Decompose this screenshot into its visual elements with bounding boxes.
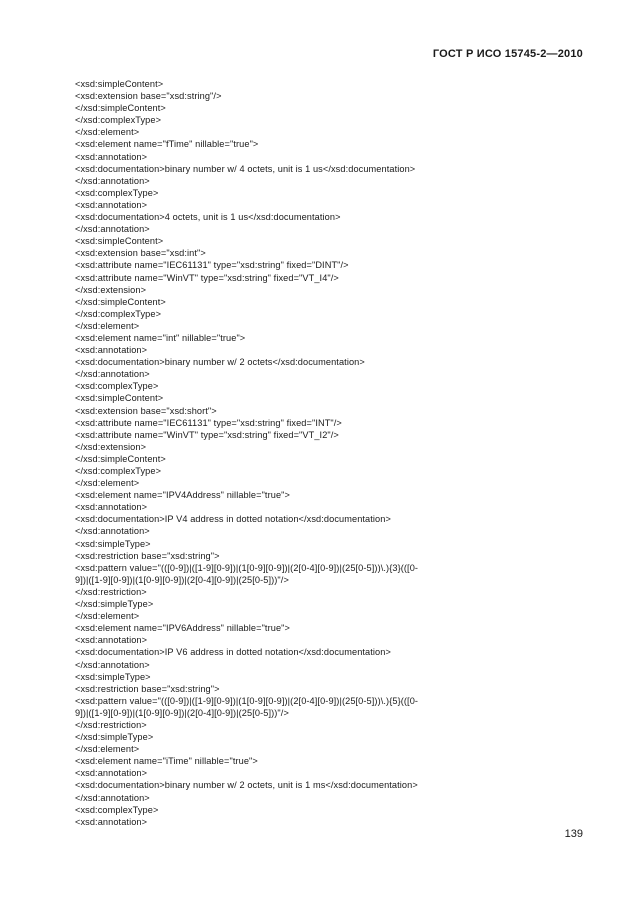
code-line: <xsd:simpleContent> — [75, 236, 164, 247]
code-line: </xsd:annotation> — [75, 175, 150, 186]
code-line: <xsd:documentation>IP V6 address in dotted notation</xsd:documentation> — [75, 647, 391, 658]
code-line: <xsd:documentation>IP V4 address in dotted notation</xsd:documentation> — [75, 514, 391, 525]
code-line: </xsd:complexType> — [75, 115, 162, 126]
code-line: </xsd:annotation> — [75, 526, 150, 537]
code-line: <xsd:simpleType> — [75, 671, 151, 682]
code-line: <xsd:documentation>binary number w/ 2 octets</xsd:documentation> — [75, 357, 365, 368]
code-line: <xsd:documentation>binary number w/ 2 octets, unit is 1 ms</xsd:documentation> — [75, 780, 418, 791]
code-line: <xsd:attribute name="WinVT" type="xsd:string" fixed="VT_I2"/> — [75, 429, 339, 440]
code-line: <xsd:annotation> — [75, 199, 148, 210]
code-line: </xsd:annotation> — [75, 659, 150, 670]
code-line: <xsd:element name="int" nillable="true"> — [75, 332, 246, 343]
code-line: <xsd:documentation>binary number w/ 4 octets, unit is 1 us</xsd:documentation> — [75, 163, 416, 174]
code-line: </xsd:complexType> — [75, 308, 162, 319]
code-line: </xsd:simpleContent> — [75, 453, 166, 464]
code-line: <xsd:restriction base="xsd:string"> — [75, 683, 220, 694]
code-line: <xsd:element name="IPV4Address" nillable="true"> — [75, 490, 290, 501]
code-line: <xsd:extension base="xsd:int"> — [75, 248, 206, 259]
code-line: <xsd:complexType> — [75, 804, 159, 815]
code-line: <xsd:annotation> — [75, 502, 148, 513]
code-line: </xsd:annotation> — [75, 369, 150, 380]
code-line: </xsd:simpleType> — [75, 599, 154, 610]
code-line: <xsd:annotation> — [75, 345, 148, 356]
code-line: <xsd:complexType> — [75, 187, 159, 198]
code-line: </xsd:extension> — [75, 441, 147, 452]
code-line: <xsd:simpleType> — [75, 538, 151, 549]
code-line: </xsd:simpleType> — [75, 732, 154, 743]
code-line: <xsd:annotation> — [75, 635, 148, 646]
code-line: 9])|([1-9][0-9])|(1[0-9][0-9])|(2[0-4][0-9])|(25[0-5]))"/> — [75, 707, 289, 718]
code-line: <xsd:element name="iTime" nillable="true"> — [75, 756, 258, 767]
code-line: </xsd:element> — [75, 127, 140, 138]
code-line: </xsd:element> — [75, 320, 140, 331]
code-line: <xsd:simpleContent> — [75, 79, 164, 89]
code-line: </xsd:restriction> — [75, 586, 147, 597]
code-line: <xsd:element name="IPV6Address" nillable="true"> — [75, 623, 290, 634]
code-line: </xsd:annotation> — [75, 792, 150, 803]
code-line: </xsd:restriction> — [75, 719, 147, 730]
code-line: <xsd:extension base="xsd:short"> — [75, 405, 217, 416]
code-line: 9])|([1-9][0-9])|(1[0-9][0-9])|(2[0-4][0-9])|(25[0-5]))"/> — [75, 574, 289, 585]
code-line: <xsd:restriction base="xsd:string"> — [75, 550, 220, 561]
page-number: 139 — [564, 828, 583, 840]
code-line: <xsd:annotation> — [75, 151, 148, 162]
code-line: </xsd:simpleContent> — [75, 103, 166, 114]
code-line: <xsd:annotation> — [75, 768, 148, 779]
document-standard-header: ГОСТ Р ИСО 15745-2—2010 — [432, 48, 583, 60]
code-line: </xsd:element> — [75, 744, 140, 755]
code-line: <xsd:attribute name="IEC61131" type="xsd:string" fixed="DINT"/> — [75, 260, 349, 271]
code-line: <xsd:element name="fTime" nillable="true"> — [75, 139, 259, 150]
code-line: <xsd:pattern value="(([0-9])|([1-9][0-9])|(1[0-9][0-9])|(2[0-4][0-9])|(25[0-5]))\.){5}(([0- — [75, 695, 419, 706]
code-line: </xsd:element> — [75, 478, 140, 489]
code-line: <xsd:documentation>4 octets, unit is 1 us</xsd:documentation> — [75, 212, 341, 223]
code-line: <xsd:annotation> — [75, 816, 148, 827]
code-line: </xsd:complexType> — [75, 466, 162, 476]
code-line: <xsd:attribute name="WinVT" type="xsd:string" fixed="VT_I4"/> — [75, 272, 339, 283]
code-line: </xsd:element> — [75, 611, 140, 622]
code-line: <xsd:pattern value="(([0-9])|([1-9][0-9])|(1[0-9][0-9])|(2[0-4][0-9])|(25[0-5]))\.){3}(([0- — [75, 562, 419, 573]
code-line: </xsd:annotation> — [75, 224, 150, 235]
xsd-code-listing — [75, 78, 575, 828]
code-line: </xsd:extension> — [75, 284, 147, 295]
code-line: </xsd:simpleContent> — [75, 296, 166, 307]
code-line: <xsd:complexType> — [75, 381, 159, 392]
code-line: <xsd:simpleContent> — [75, 393, 164, 404]
code-line: <xsd:attribute name="IEC61131" type="xsd:string" fixed="INT"/> — [75, 417, 342, 428]
code-line: <xsd:extension base="xsd:string"/> — [75, 91, 222, 102]
